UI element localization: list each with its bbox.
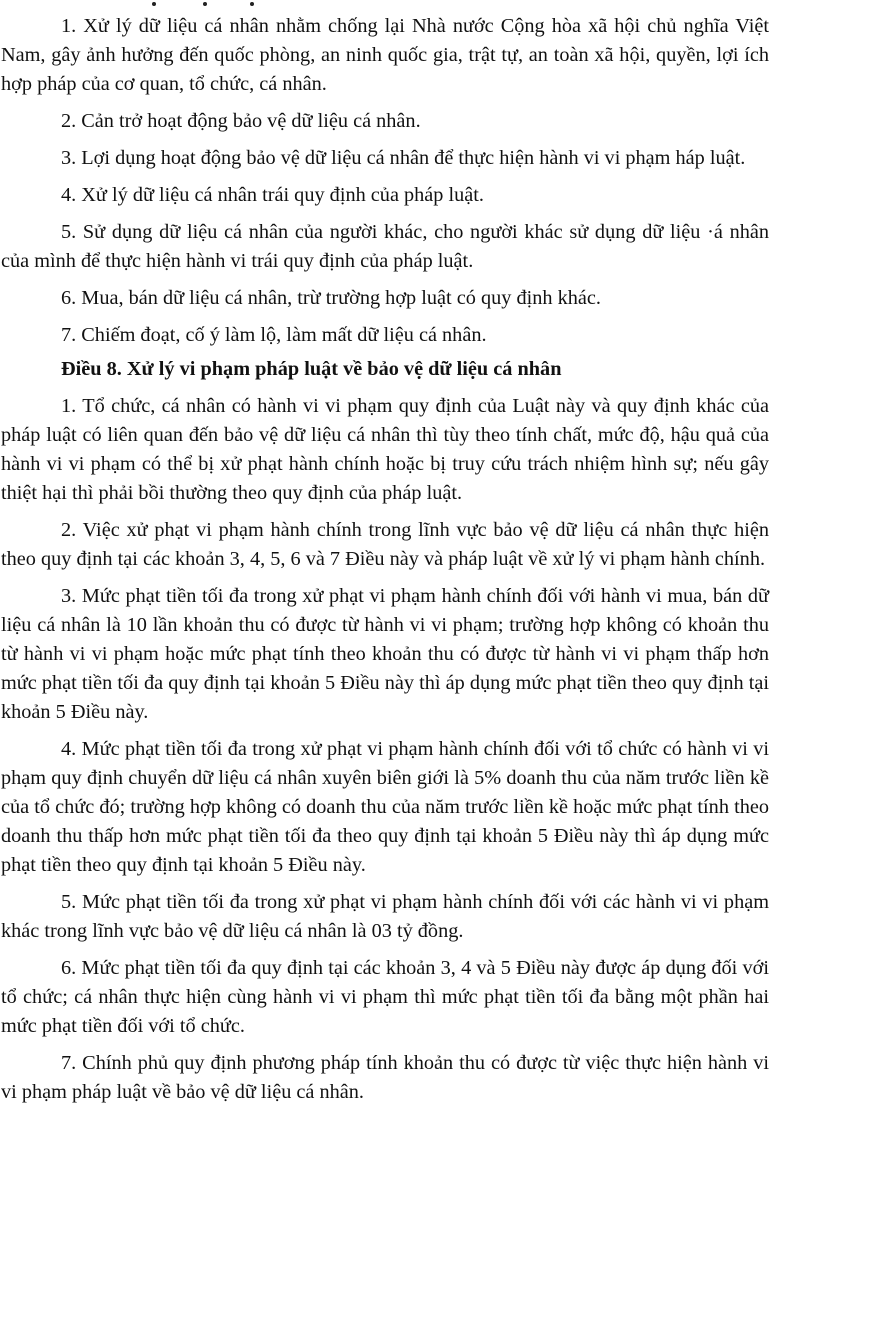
article-8-clause-4: 4. Mức phạt tiền tối đa trong xử phạt vi phạm hành chính đối với tổ chức có hành vi vi phạm quy định chuyển dữ liệu cá nhân xuyên biên giới là 5% doanh thu của năm trước liền kề của tổ chức đó; trường hợp không có doanh thu của năm trước liền kề hoặc mức phạt tính theo doanh thu thấp hơn mức phạt tiền tối đa theo quy định tại khoản 5 Điều này thì áp dụng mức phạt tiền theo quy định tại khoản 5 Điều này. [1, 738, 769, 876]
scan-artifact [90, 0, 290, 8]
article-8-clause-6: 6. Mức phạt tiền tối đa quy định tại các khoản 3, 4 và 5 Điều này được áp dụng đối với tổ chức; cá nhân thực hiện cùng hành vi vi phạm thì mức phạt tiền tối đa bằng một phần hai mức phạt tiền đối với tổ chức. [1, 957, 769, 1037]
article-8-heading: Điều 8. Xử lý vi phạm pháp luật về bảo vệ dữ liệu cá nhân [61, 358, 562, 380]
prohibited-act-4: 4. Xử lý dữ liệu cá nhân trái quy định của pháp luật. [61, 184, 484, 206]
prohibited-act-3: 3. Lợi dụng hoạt động bảo vệ dữ liệu cá nhân để thực hiện hành vi vi phạm háp luật. [61, 147, 746, 169]
article-8-clause-7: 7. Chính phủ quy định phương pháp tính khoản thu có được từ việc thực hiện hành vi vi phạm pháp luật về bảo vệ dữ liệu cá nhân. [1, 1052, 769, 1103]
article-8-clause-2: 2. Việc xử phạt vi phạm hành chính trong lĩnh vực bảo vệ dữ liệu cá nhân thực hiện theo quy định tại các khoản 3, 4, 5, 6 và 7 Điều này và pháp luật về xử lý vi phạm hành chính. [1, 519, 769, 570]
prohibited-act-7: 7. Chiếm đoạt, cố ý làm lộ, làm mất dữ liệu cá nhân. [61, 324, 487, 346]
article-8-clause-3: 3. Mức phạt tiền tối đa trong xử phạt vi phạm hành chính đối với hành vi mua, bán dữ liệu cá nhân là 10 lần khoản thu có được từ hành vi vi phạm; trường hợp không có khoản thu từ hành vi vi phạm hoặc mức phạt tính theo khoản thu có được từ hành vi vi phạm thấp hơn mức phạt tiền tối đa quy định tại khoản 5 Điều này thì áp dụng mức phạt tiền theo quy định tại khoản 5 Điều này. [1, 585, 769, 723]
article-8-clause-5: 5. Mức phạt tiền tối đa trong xử phạt vi phạm hành chính đối với các hành vi vi phạm khác trong lĩnh vực bảo vệ dữ liệu cá nhân là 03 tỷ đồng. [1, 891, 769, 942]
prohibited-act-1: 1. Xử lý dữ liệu cá nhân nhằm chống lại Nhà nước Cộng hòa xã hội chủ nghĩa Việt Nam, gây ảnh hưởng đến quốc phòng, an ninh quốc gia, trật tự, an toàn xã hội, quyền, lợi ích hợp pháp của cơ quan, tổ chức, cá nhân. [1, 15, 769, 95]
document-body [1, 12, 769, 1115]
article-8-clause-1: 1. Tổ chức, cá nhân có hành vi vi phạm quy định của Luật này và quy định khác của pháp luật có liên quan đến bảo vệ dữ liệu cá nhân thì tùy theo tính chất, mức độ, hậu quả của hành vi vi phạm có thể bị xử phạt hành chính hoặc bị truy cứu trách nhiệm hình sự; nếu gây thiệt hại thì phải bồi thường theo quy định của pháp luật. [1, 395, 769, 504]
prohibited-act-6: 6. Mua, bán dữ liệu cá nhân, trừ trường hợp luật có quy định khác. [61, 287, 601, 309]
prohibited-act-5: 5. Sử dụng dữ liệu cá nhân của người khác, cho người khác sử dụng dữ liệu ·á nhân của mình để thực hiện hành vi trái quy định của pháp luật. [1, 221, 769, 272]
prohibited-act-2: 2. Cản trở hoạt động bảo vệ dữ liệu cá nhân. [61, 110, 421, 132]
